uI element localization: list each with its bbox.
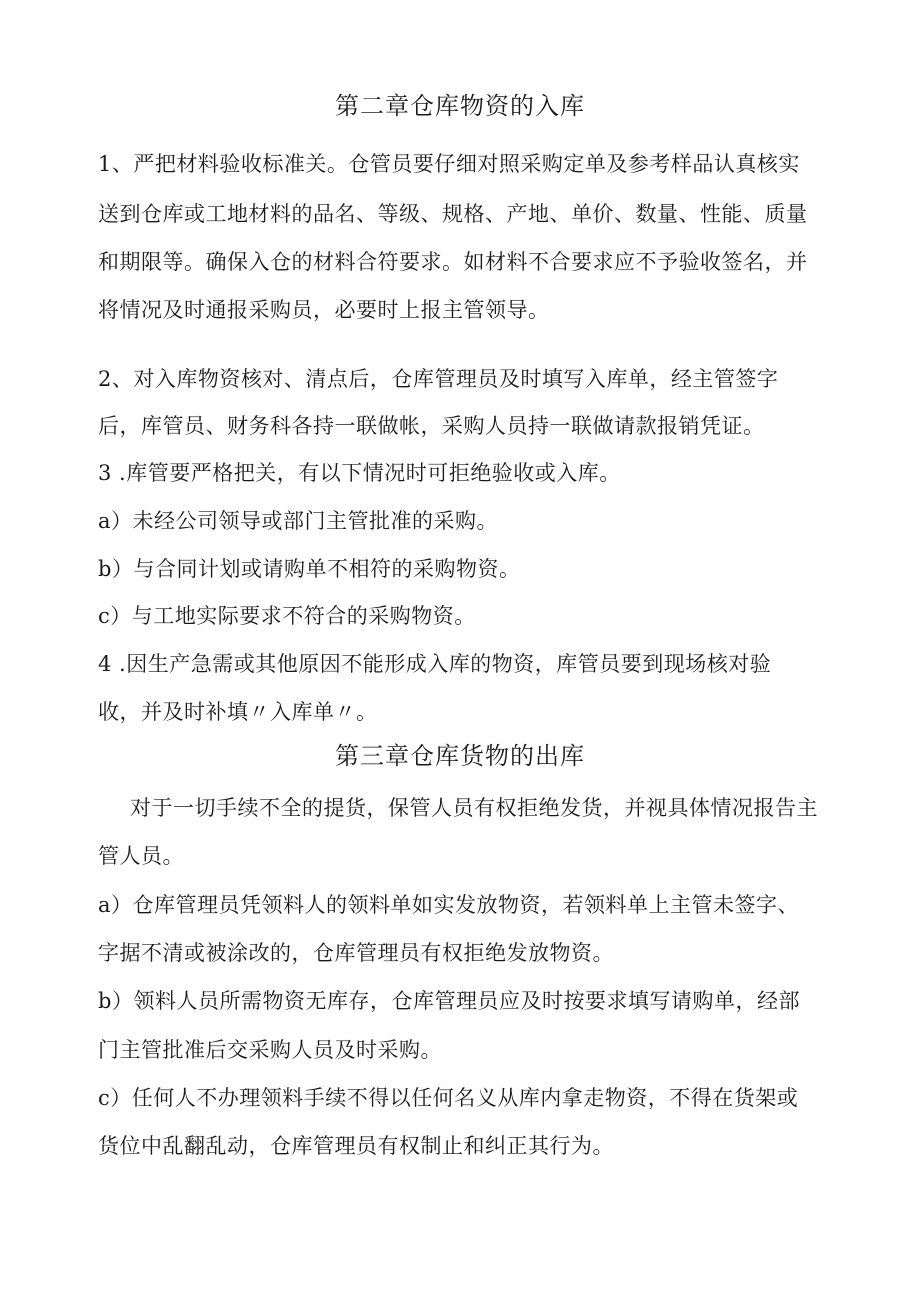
text-line: a）仓库管理员凭领料人的领料单如实发放物资，若领料单上主管未签字、: [98, 893, 800, 917]
text-line: 收，并及时补填〃入库单〃。: [98, 700, 378, 724]
list-item: a）未经公司领导或部门主管批准的采购。: [98, 509, 499, 533]
text-line: 1、严把材料验收标准关。仓管员要仔细对照采购定单及参考样品认真核实: [98, 152, 800, 176]
text-line: c）任何人不办理领料手续不得以任何名义从库内拿走物资，不得在货架或: [98, 1086, 799, 1110]
list-item: c）与工地实际要求不符合的采购物资。: [98, 604, 476, 628]
text-line: 和期限等。确保入仓的材料合符要求。如材料不合要求应不予验收签名，并: [98, 250, 808, 274]
chapter-3-title: 第三章仓库货物的出库: [335, 742, 585, 770]
text-line: 4 .因生产急需或其他原因不能形成入库的物资，库管员要到现场核对验: [98, 652, 772, 676]
text-line: 将情况及时通报采购员，必要时上报主管领导。: [98, 298, 550, 322]
text-line: b）领料人员所需物资无库存，仓库管理员应及时按要求填写请购单，经部: [98, 989, 800, 1013]
list-item: b）与合同计划或请购单不相符的采购物资。: [98, 557, 521, 581]
text-line: 货位中乱翻乱动，仓库管理员有权制止和纠正其行为。: [98, 1134, 614, 1158]
text-line: 后，库管员、财务科各持一联做帐，采购人员持一联做请款报销凭证。: [98, 414, 765, 438]
chapter-2-paragraph-3: 3 .库管要严格把关，有以下情况时可拒绝验收或入库。: [98, 461, 621, 485]
text-line: 门主管批准后交采购人员及时采购。: [98, 1038, 442, 1062]
text-line: 对于一切手续不全的提货，保管人员有权拒绝发货，并视具体情况报告主: [130, 796, 818, 820]
chapter-2-title: 第二章仓库物资的入库: [335, 92, 585, 120]
text-line: 送到仓库或工地材料的品名、等级、规格、产地、单价、数量、性能、质量: [98, 202, 808, 226]
text-line: 管人员。: [98, 844, 184, 868]
text-line: 2、对入库物资核对、清点后，仓库管理员及时填写入库单，经主管签字: [98, 367, 779, 391]
text-line: 字据不清或被涂改的，仓库管理员有权拒绝发放物资。: [98, 941, 614, 965]
